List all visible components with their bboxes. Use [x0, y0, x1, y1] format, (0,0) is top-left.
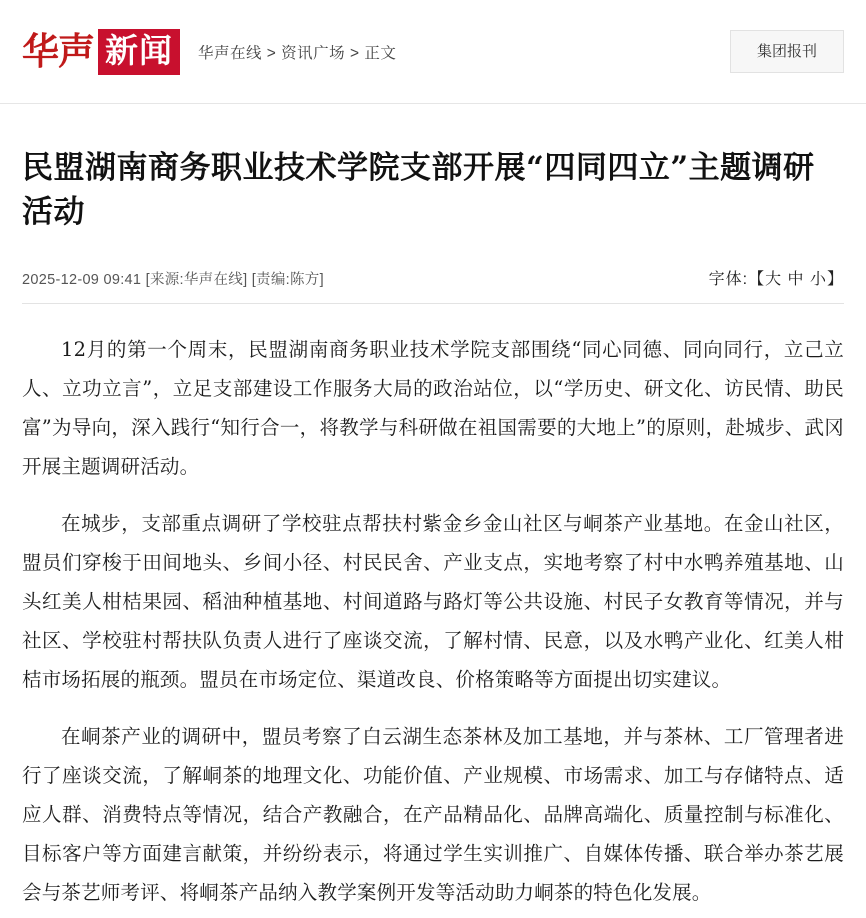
article-meta-row	[22, 266, 844, 303]
article-paragraph: 在城步，支部重点调研了学校驻点帮扶村紫金乡金山社区与峒茶产业基地。在金山社区，盟员们穿梭于田间地头、乡间小径、村民民舍、产业支点，实地考察了村中水鸭养殖基地、山头红美人柑桔果园、稻油种植基地、村间道路与路灯等公共设施、村民子女教育等情况，并与社区、学校驻村帮扶队负责人进行了座谈交流，了解村情、民意，以及水鸭产业化、红美人柑桔市场拓展的瓶颈。盟员在市场定位、渠道改良、价格策略等方面提出切实建议。	[22, 512, 844, 692]
article-paragraph: 在峒茶产业的调研中，盟员考察了白云湖生态茶林及加工基地，并与茶林、工厂管理者进行了座谈交流，了解峒茶的地理文化、功能价值、产业规模、市场需求、加工与存储特点、适应人群、消费特点等情况，结合产教融合，在产品精品化、品牌高端化、质量控制与标准化、目标客户等方面建言献策，并纷纷表示，将通过学生实训推广、自媒体传播、联合举办茶艺展会与茶艺师考评、将峒茶产品纳入教学案例开发等活动助力峒茶的特色化发展。	[22, 725, 844, 905]
logo-mark-text: 华声	[22, 29, 94, 73]
site-logo[interactable]	[22, 29, 180, 75]
article-body	[22, 330, 844, 912]
article-meta: 2025-12-09 09:41 [来源:华声在线] [责编:陈方]	[22, 272, 324, 289]
page-title: 民盟湖南商务职业技术学院支部开展“四同四立”主题调研活动	[22, 150, 815, 231]
header-right	[730, 30, 844, 73]
meta-divider	[22, 303, 844, 304]
site-header	[0, 0, 866, 104]
font-size-control[interactable]: 字体:【大 中 小】	[708, 271, 844, 289]
breadcrumb[interactable]: 华声在线 > 资讯广场 > 正文	[198, 44, 397, 62]
group-paper-button[interactable]: 集团报刊	[730, 30, 844, 73]
article-paragraph: 12月的第一个周末，民盟湖南商务职业技术学院支部围绕“同心同德、同向同行，立己立人、立功立言”，立足支部建设工作服务大局的政治站位，以“学历史、研文化、访民情、助民富”为导向，深入践行“知行合一，将教学与科研做在祖国需要的大地上”的原则，赴城步、武冈开展主题调研活动。	[22, 338, 844, 479]
article-container	[0, 146, 866, 912]
logo-box-text: 新闻	[98, 29, 180, 75]
